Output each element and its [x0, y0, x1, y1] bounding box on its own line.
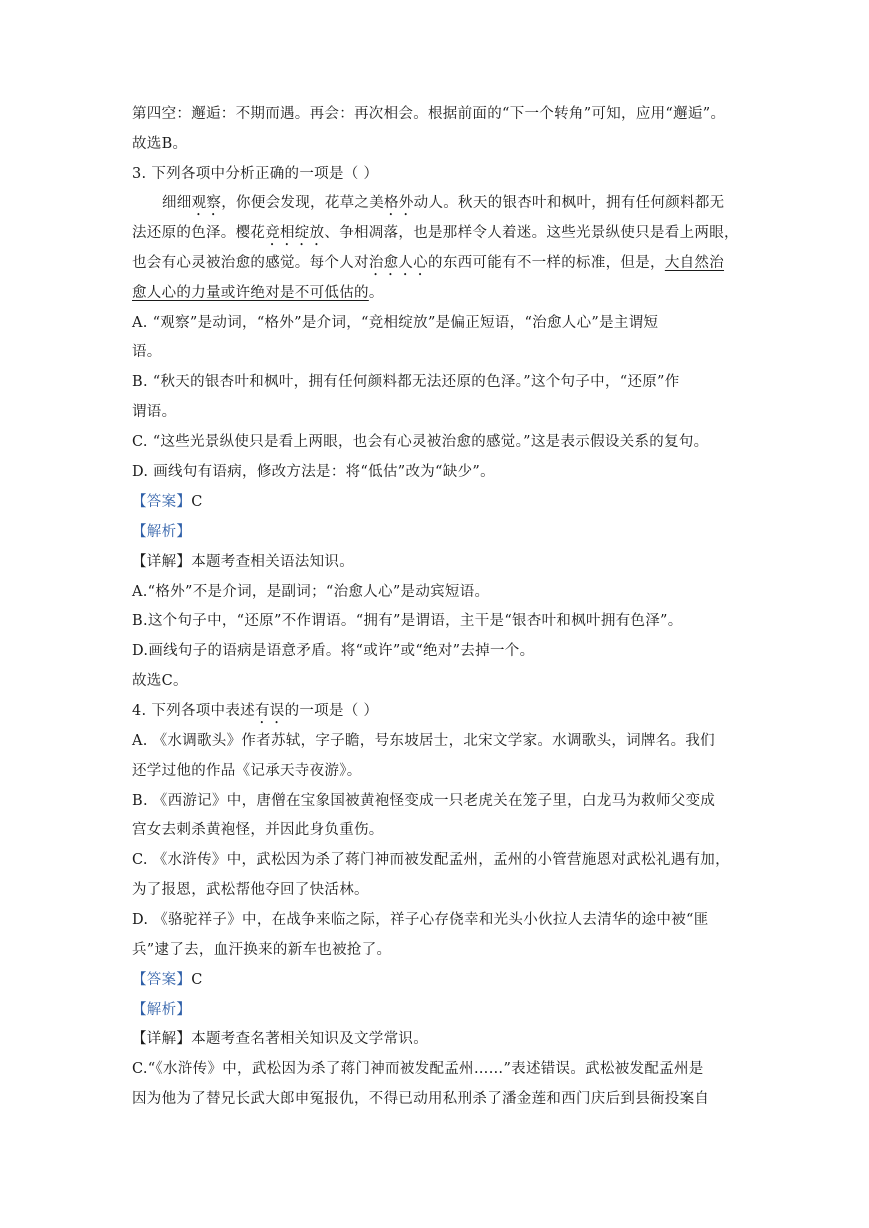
detail-line: 【详解】本题考查相关语法知识。	[132, 554, 354, 570]
text-line: 故选B。	[132, 136, 188, 152]
analysis-label: 【解析】	[132, 1002, 192, 1018]
option-b: B. “秋天的银杏叶和枫叶，拥有任何颜料都无法还原的色泽。”这个句子中，“还原”作	[132, 374, 680, 390]
option-b: B. 《西游记》中，唐僧在宝象国被黄袍怪变成一只老虎关在笼子里，白龙马为救师父变成	[132, 793, 716, 809]
emphasis-word: 治愈人心	[368, 255, 429, 271]
passage-line: 也会有心灵被治愈的感觉。每个人对治愈人心的东西可能有不一样的标准，但是，大自然治	[132, 255, 725, 271]
option-c-cont: 为了报恩，武松帮他夺回了快活林。	[132, 882, 369, 898]
passage-line: 细细观察，你便会发现，花草之美格外动人。秋天的银杏叶和枫叶，拥有任何颜料都无	[162, 195, 725, 211]
text-line: 第四空：邂逅：不期而遇。再会：再次相会。根据前面的“下一个转角”可知，应用“邂逅”。	[132, 106, 726, 122]
explanation-line: C.“《水浒传》中，武松因为杀了蒋门神而被发配孟州……”表述错误。武松被发配孟州是	[132, 1061, 704, 1077]
answer-line	[132, 970, 740, 990]
option-a: A. 《水调歌头》作者苏轼，字子瞻，号东坡居士，北宋文学家。水调歌头，词牌名。我们	[132, 733, 715, 749]
answer-label: 【答案】	[132, 972, 192, 988]
option-b-cont: 宫女去刺杀黄袍怪，并因此身负重伤。	[132, 822, 384, 838]
answer-value: C	[191, 494, 203, 510]
emphasis-word: 竞相绽放	[265, 225, 325, 241]
option-d-cont: 兵”逮了去，血汗换来的新车也被抢了。	[132, 942, 392, 958]
explanation-line: 因为他为了替兄长武大郎申冤报仇，不得已动用私刑杀了潘金莲和西门庆后到县衙投案自	[132, 1091, 710, 1107]
question-4-stem: 4. 下列各项中表述有误的一项是（ ）	[132, 703, 379, 719]
explanation-line: B.这个句子中，“还原”不作谓语。“拥有”是谓语，主干是“银杏叶和枫叶拥有色泽”。	[132, 613, 683, 629]
passage-line: 法还原的色泽。樱花竞相绽放、争相凋落，也是那样令人着迷。这些光景纵使只是看上两眼，	[132, 225, 739, 241]
option-d: D. 画线句有语病，修改方法是：将“低估”改为“缺少”。	[132, 464, 495, 480]
answer-line	[132, 492, 740, 512]
option-b-cont: 谓语。	[132, 404, 177, 420]
option-a: A. “观察”是动词，“格外”是介词，“竞相绽放”是偏正短语，“治愈人心”是主谓短	[132, 315, 659, 331]
underlined-sentence: 愈人心的力量或许绝对是不可低估的	[132, 285, 369, 301]
detail-line: 【详解】本题考查名著相关知识及文学常识。	[132, 1031, 428, 1047]
option-d: D. 《骆驼祥子》中，在战争来临之际，祥子心存侥幸和光头小伙拉人去清华的途中被“匪	[132, 912, 709, 928]
answer-value: C	[191, 972, 203, 988]
option-c: C. “这些光景纵使只是看上两眼，也会有心灵被治愈的感觉。”这是表示假设关系的复句。	[132, 434, 709, 450]
option-a-cont: 语。	[132, 344, 162, 360]
emphasis-word: 观察	[191, 195, 222, 211]
analysis-label: 【解析】	[132, 524, 192, 540]
emphasis-word: 有误	[254, 703, 285, 719]
explanation-line: A.“格外”不是介词，是副词；“治愈人心”是动宾短语。	[132, 584, 490, 600]
option-c: C. 《水浒传》中，武松因为杀了蒋门神而被发配孟州，孟州的小管营施恩对武松礼遇有加，	[132, 852, 730, 868]
option-a-cont: 还学过他的作品《记承天寺夜游》。	[132, 763, 362, 779]
question-3-stem: 3. 下列各项中分析正确的一项是（ ）	[132, 166, 379, 182]
conclusion-line: 故选C。	[132, 673, 188, 689]
passage-line: 愈人心的力量或许绝对是不可低估的。	[132, 285, 384, 301]
answer-label: 【答案】	[132, 494, 192, 510]
explanation-line: D.画线句子的语病是语意矛盾。将“或许”或“绝对”去掉一个。	[132, 643, 535, 659]
emphasis-word: 格外	[384, 195, 414, 211]
underlined-sentence: 大自然治	[664, 255, 725, 271]
